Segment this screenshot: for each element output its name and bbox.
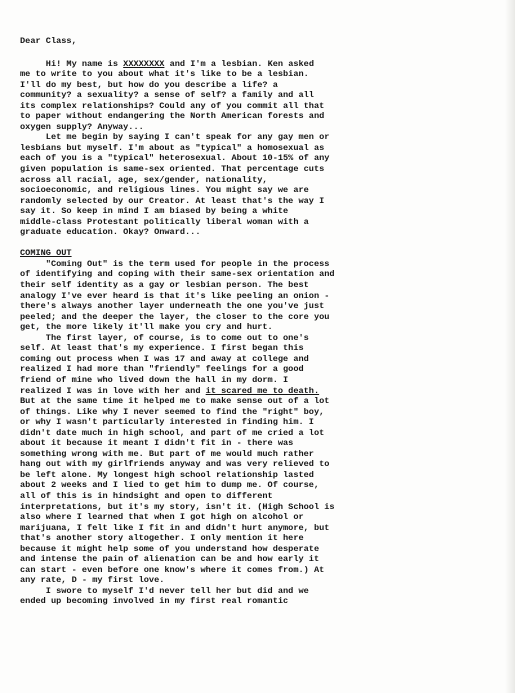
page-edge-shadow <box>505 0 515 693</box>
greeting: Dear Class, <box>20 36 77 46</box>
paragraph-background <box>20 132 498 237</box>
paragraph-intro <box>20 59 498 133</box>
paragraph-coming-out-definition <box>20 259 498 333</box>
text-line: interpretations, but it's my story, isn't it. (High School is <box>20 501 335 512</box>
text-line: or why I wasn't particularly interested in finding him. I <box>20 417 314 428</box>
text-line: of identifying and coping with their same-sex orientation and <box>20 269 335 280</box>
text-line: its complex relationships? Could any of you commit all that <box>20 100 325 111</box>
text-line: realized I had more than "friendly" feelings for a good <box>20 364 304 375</box>
text-line: any rate, D - my first love. <box>20 575 165 586</box>
text-line: "Coming Out" is the term used for people in the process <box>20 258 330 269</box>
text-line: there's always another layer underneath the one you've just <box>20 301 325 312</box>
text-line: oxygen supply? Anyway... <box>20 121 144 132</box>
text-line: given population is same-sex oriented. That percentage cuts <box>20 164 325 175</box>
text-line: analogy I've ever heard is that it's like peeling an onion - <box>20 290 330 301</box>
letter-body <box>20 36 498 607</box>
text-line: realized I was in love with her and it scared me to death. <box>20 385 320 396</box>
text-line: also where I learned that when I got high on alcohol or <box>20 512 304 523</box>
paragraph-swore <box>20 586 498 607</box>
text-line: be left alone. My longest high school relationship lasted <box>20 469 314 480</box>
text-line: and intense the pain of alienation can be and how early it <box>20 554 320 565</box>
text-line: can start - even before one know's where it comes from.) At <box>20 564 325 575</box>
text-line: hang out with my girlfriends anyway and was very relieved to <box>20 459 330 470</box>
text-line: lesbians but myself. I'm about as "typical" a homosexual as <box>20 142 325 153</box>
text-line: each of you is a "typical" heterosexual. About 10-15% of any <box>20 153 330 164</box>
text-line: Hi! My name is XXXXXXXX and I'm a lesbian. Ken asked <box>20 58 314 69</box>
text-line: about 2 weeks and I lied to get him to dump me. Of course, <box>20 480 320 491</box>
text-line: ended up becoming involved in my first real romantic <box>20 596 289 607</box>
underlined-phrase: it scared me to death. <box>205 385 320 396</box>
text-line: coming out process when I was 17 and away at college and <box>20 353 309 364</box>
text-line: community? a sexuality? a sense of self? a family and all <box>20 90 314 101</box>
text-line: get, the more likely it'll make you cry and hurt. <box>20 322 273 333</box>
text-line: to paper without endangering the North American forests and <box>20 111 325 122</box>
text-line: The first layer, of course, is to come out to one's <box>20 332 309 343</box>
text-line: self. At least that's my experience. I first began this <box>20 343 304 354</box>
text-line: of things. Like why I never seemed to find the "right" boy, <box>20 406 325 417</box>
text-line: socioeconomic, and religious lines. You might say we are <box>20 185 309 196</box>
text-line: marijuana, I felt like I fit in and didn't hurt anymore, but <box>20 522 330 533</box>
text-line: Let me begin by saying I can't speak for any gay men or <box>20 132 330 143</box>
text-line: something wrong with me. But part of me would much rather <box>20 448 314 459</box>
text-line: say it. So keep in mind I am biased by being a white <box>20 206 289 217</box>
text-line: I'll do my best, but how do you describe a life? a <box>20 79 278 90</box>
text-line: But at the same time it helped me to make sense out of a lot <box>20 396 330 407</box>
text-line: across all racial, age, sex/gender, nationality, <box>20 174 268 185</box>
text-line: randomly selected by our Creator. At least that's the way I <box>20 195 325 206</box>
text-line: graduate education. Okay? Onward... <box>20 227 201 238</box>
text-line: because it might help some of you understand how desperate <box>20 543 320 554</box>
text-line: all of this is in hindsight and open to different <box>20 490 273 501</box>
text-line: that's another story altogether. I only mention it here <box>20 533 304 544</box>
text-line: I swore to myself I'd never tell her but did and we <box>20 585 309 596</box>
text-line: middle-class Protestant politically liberal woman with a <box>20 216 309 227</box>
text-line: didn't date much in high school, and part of me cried a lot <box>20 427 325 438</box>
paragraph-first-layer <box>20 333 498 586</box>
section-heading: COMING OUT <box>20 248 72 259</box>
text-line: peeled; and the deeper the layer, the closer to the core you <box>20 311 330 322</box>
redacted-name: XXXXXXXX <box>123 58 165 69</box>
text-line: friend of mine who lived down the hall in my dorm. I <box>20 374 289 385</box>
text-line: about it because it meant I didn't fit in - there was <box>20 438 294 449</box>
text-line: their self identity as a gay or lesbian person. The best <box>20 280 309 291</box>
text-line: me to write to you about what it's like to be a lesbian. <box>20 69 309 80</box>
